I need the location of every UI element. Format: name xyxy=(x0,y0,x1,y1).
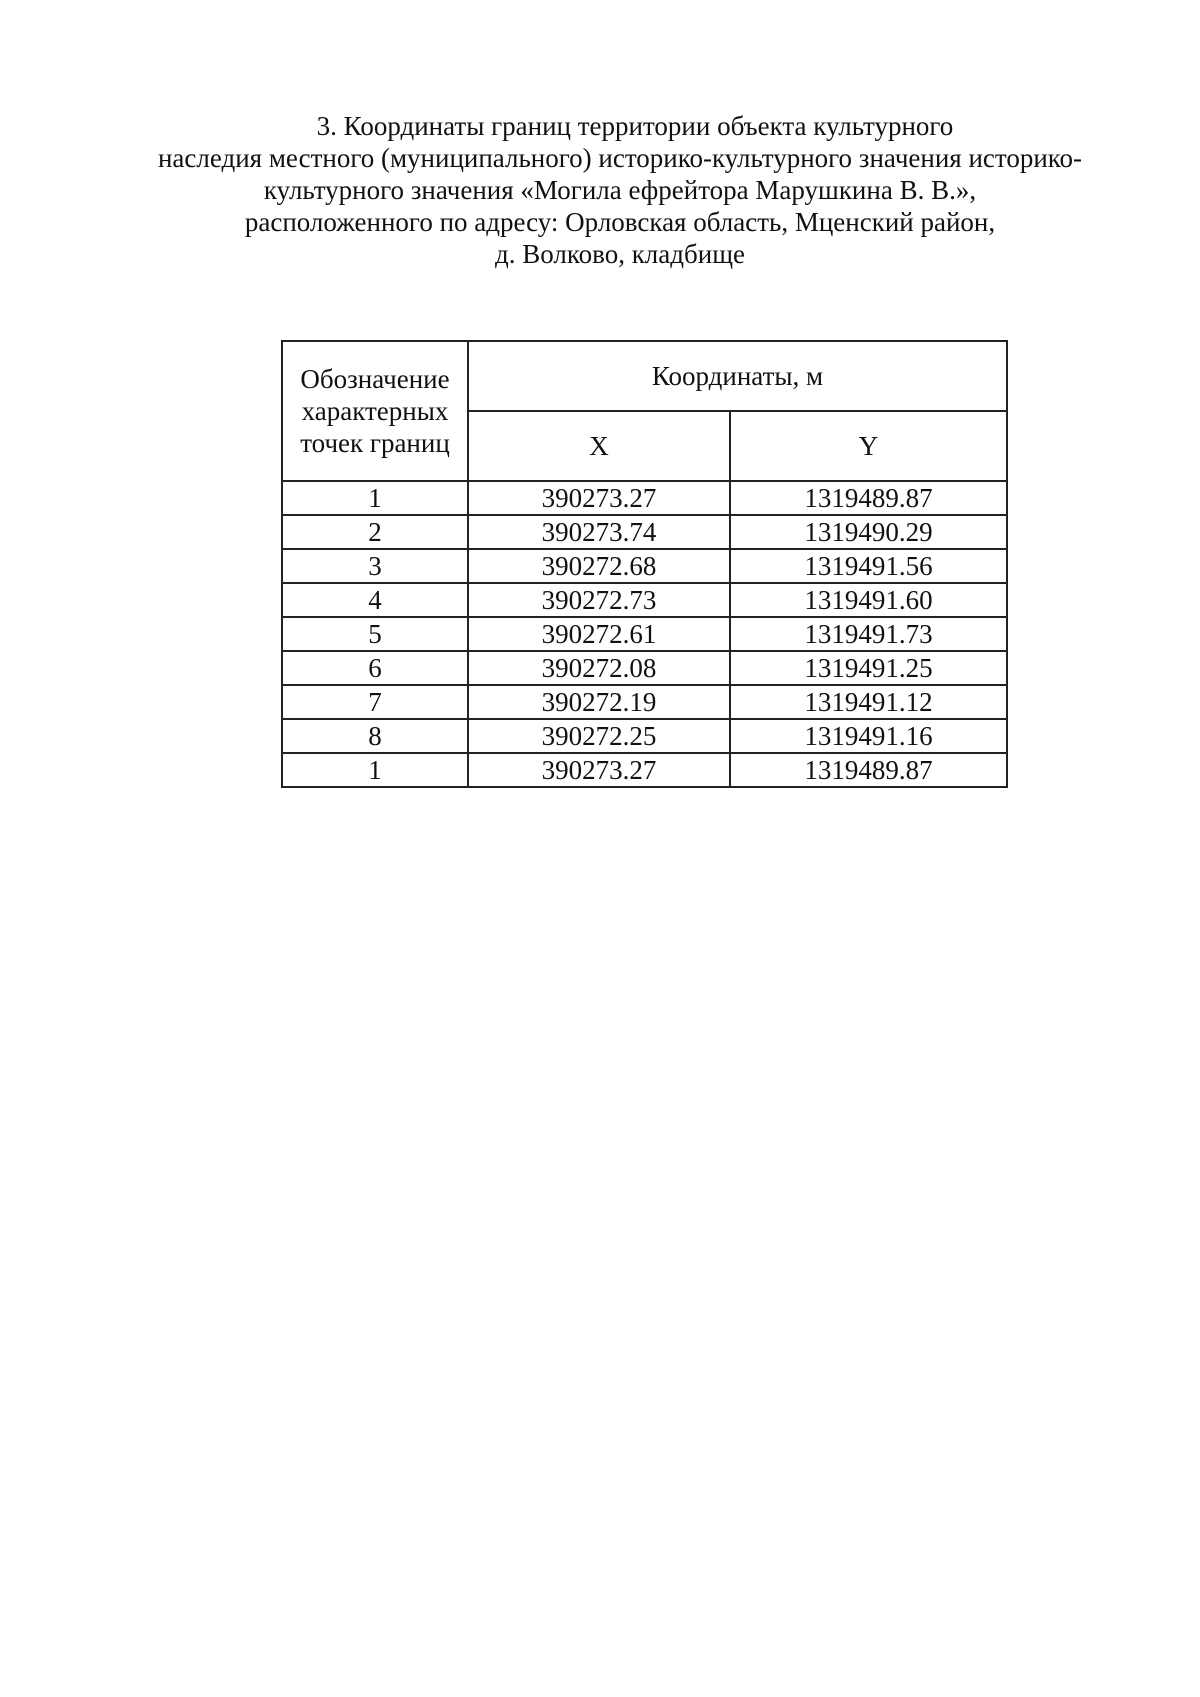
table-row xyxy=(282,583,1007,617)
cell-y: 1319491.56 xyxy=(730,549,1007,583)
cell-y: 1319491.60 xyxy=(730,583,1007,617)
heading-line-3: культурного значения «Могила ефрейтора Марушкина В. В.», xyxy=(263,175,977,205)
cell-x: 390272.08 xyxy=(468,651,730,685)
cell-point: 1 xyxy=(282,481,468,515)
cell-y: 1319491.25 xyxy=(730,651,1007,685)
header-row-1 xyxy=(282,341,1007,411)
cell-point: 3 xyxy=(282,549,468,583)
cell-x: 390272.25 xyxy=(468,719,730,753)
cell-y: 1319491.12 xyxy=(730,685,1007,719)
cell-x: 390273.27 xyxy=(468,481,730,515)
heading-line-5: д. Волково, кладбище xyxy=(495,239,745,269)
cell-point: 4 xyxy=(282,583,468,617)
table-row xyxy=(282,685,1007,719)
cell-point: 1 xyxy=(282,753,468,787)
header-x: X xyxy=(468,411,730,481)
cell-y: 1319489.87 xyxy=(730,753,1007,787)
cell-x: 390273.74 xyxy=(468,515,730,549)
header-point-designation: Обозначение характерных точек границ xyxy=(282,341,468,481)
table-row xyxy=(282,549,1007,583)
cell-x: 390272.61 xyxy=(468,617,730,651)
heading-line-1: 3. Координаты границ территории объекта культурного xyxy=(316,111,954,141)
cell-point: 7 xyxy=(282,685,468,719)
cell-x: 390272.68 xyxy=(468,549,730,583)
table-row xyxy=(282,481,1007,515)
cell-y: 1319491.16 xyxy=(730,719,1007,753)
cell-point: 5 xyxy=(282,617,468,651)
coordinates-table xyxy=(281,340,1008,788)
heading-line-4: расположенного по адресу: Орловская область, Мценский район, xyxy=(244,207,996,237)
cell-x: 390272.19 xyxy=(468,685,730,719)
header-coordinates: Координаты, м xyxy=(468,341,1007,411)
cell-y: 1319489.87 xyxy=(730,481,1007,515)
cell-x: 390272.73 xyxy=(468,583,730,617)
cell-point: 6 xyxy=(282,651,468,685)
table-body xyxy=(282,481,1007,787)
document-heading xyxy=(140,110,1100,270)
table-row xyxy=(282,719,1007,753)
table-row xyxy=(282,753,1007,787)
table-row xyxy=(282,617,1007,651)
cell-point: 2 xyxy=(282,515,468,549)
cell-y: 1319491.73 xyxy=(730,617,1007,651)
table-row xyxy=(282,651,1007,685)
cell-point: 8 xyxy=(282,719,468,753)
cell-y: 1319490.29 xyxy=(730,515,1007,549)
table-header xyxy=(282,341,1007,481)
heading-line-2: наследия местного (муниципального) историко-культурного значения историко- xyxy=(157,143,1083,173)
header-y: Y xyxy=(730,411,1007,481)
table-row xyxy=(282,515,1007,549)
cell-x: 390273.27 xyxy=(468,753,730,787)
